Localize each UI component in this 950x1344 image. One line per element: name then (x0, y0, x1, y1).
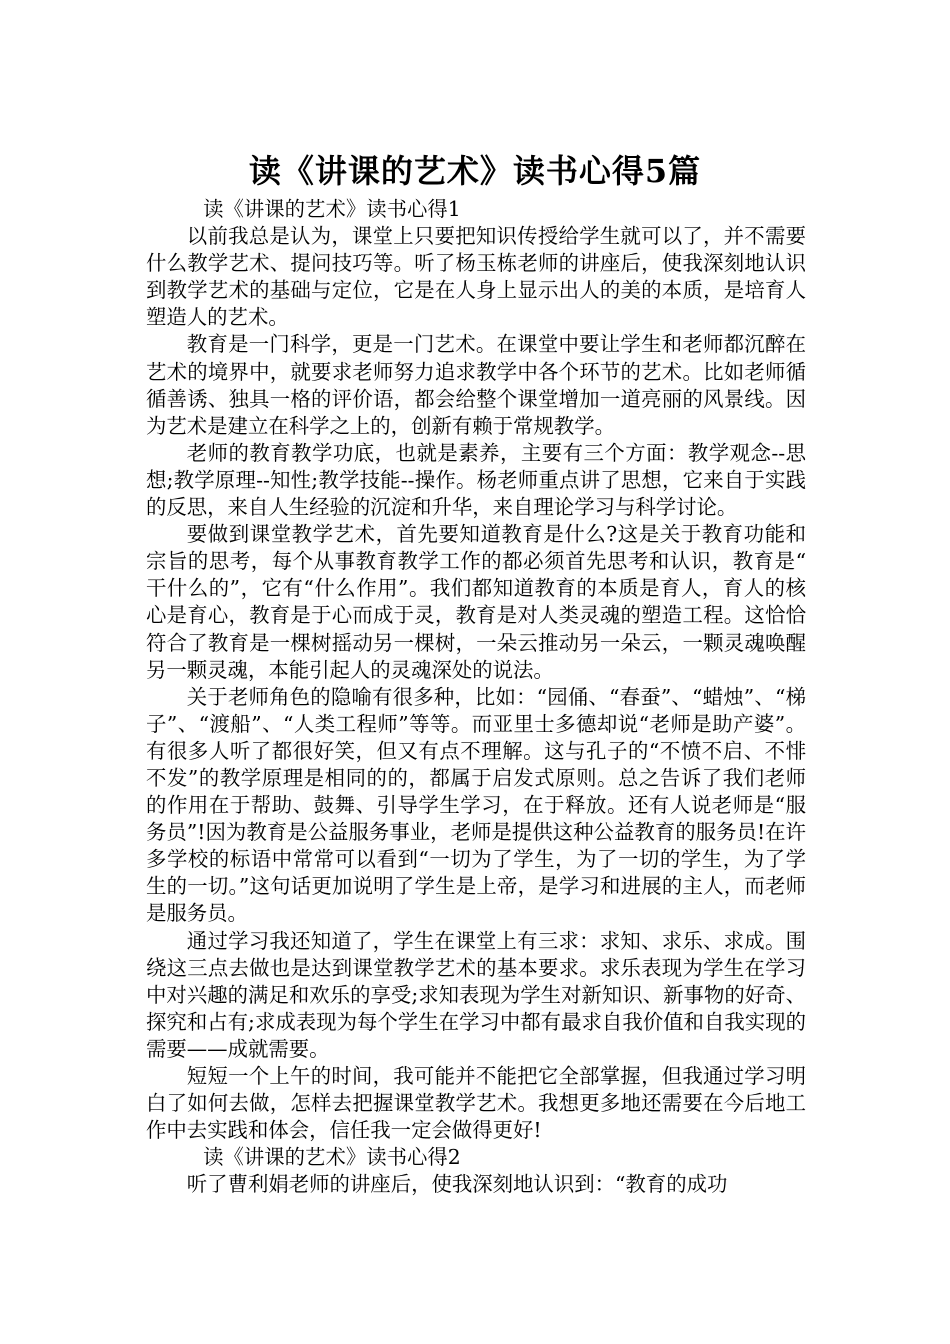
document-body (146, 196, 806, 1198)
document-title: 读《讲课的艺术》读书心得5篇 (248, 152, 702, 191)
body-paragraph: 通过学习我还知道了，学生在课堂上有三求：求知、求乐、求成。围绕这三点去做也是达到课堂教学艺术的基本要求。求乐表现为学生在学习中对兴趣的满足和欢乐的享受;求知表现为学生对新知识、新事物的好奇、探究和占有;求成表现为每个学生在学习中都有最求自我价值和自我实现的需要——成就需要。 (146, 928, 806, 1061)
body-paragraph: 以前我总是认为，课堂上只要把知识传授给学生就可以了，并不需要什么教学艺术、提问技巧等。听了杨玉栋老师的讲座后，使我深刻地认识到教学艺术的基础与定位，它是在人身上显示出人的美的本质，是培育人塑造人的艺术。 (146, 224, 806, 330)
body-paragraph: 短短一个上午的时间，我可能并不能把它全部掌握，但我通过学习明白了如何去做，怎样去把握课堂教学艺术。我想更多地还需要在今后地工作中去实践和体会，信任我一定会做得更好! (146, 1064, 806, 1143)
body-paragraph: 教育是一门科学，更是一门艺术。在课堂中要让学生和老师都沉醉在艺术的境界中，就要求老师努力追求教学中各个环节的艺术。比如老师循循善诱、独具一格的评价语，都会给整个课堂增加一道亮丽的风景线。因为艺术是建立在科学之上的，创新有赖于常规教学。 (146, 332, 806, 438)
section-heading-1: 读《讲课的艺术》读书心得1 (203, 197, 461, 221)
section-heading-2: 读《讲课的艺术》读书心得2 (203, 1145, 461, 1170)
body-paragraph: 听了曹利娟老师的讲座后，使我深刻地认识到：“教育的成功 (186, 1172, 728, 1197)
body-paragraph: 关于老师角色的隐喻有很多种，比如：“园俑、“春蚕”、“蜡烛”、“梯子”、“渡船”、“人类工程师”等等。而亚里士多德却说“老师是助产婆”。有很多人听了都很好笑，但又有点不理解。这与孔子的“不愤不启、不悱不发”的教学原理是相同的的，都属于启发式原则。总之告诉了我们老师的作用在于帮助、鼓舞、引导学生学习，在于释放。还有人说老师是“服务员”!因为教育是公益服务事业，老师是提供这种公益教育的服务员!在许多学校的标语中常常可以看到“一切为了学生，为了一切的学生，为了学生的一切。”这句话更加说明了学生是上帝，是学习和进展的主人，而老师是服务员。 (146, 684, 806, 926)
body-paragraph: 老师的教育教学功底，也就是素养，主要有三个方面：教学观念--思想;教学原理--知性;教学技能--操作。杨老师重点讲了思想，它来自于实践的反思，来自人生经验的沉淀和升华，来自理论学习与科学讨论。 (146, 440, 806, 520)
body-paragraph: 要做到课堂教学艺术，首先要知道教育是什么?这是关于教育功能和宗旨的思考，每个从事教育教学工作的都必须首先思考和认识，教育是“干什么的”，它有“什么作用”。我们都知道教育的本质是育人，育人的核心是育心，教育是于心而成于灵，教育是对人类灵魂的塑造工程。这恰恰符合了教育是一棵树摇动另一棵树，一朵云推动另一朵云，一颗灵魂唤醒另一颗灵魂，本能引起人的灵魂深处的说法。 (146, 522, 806, 682)
